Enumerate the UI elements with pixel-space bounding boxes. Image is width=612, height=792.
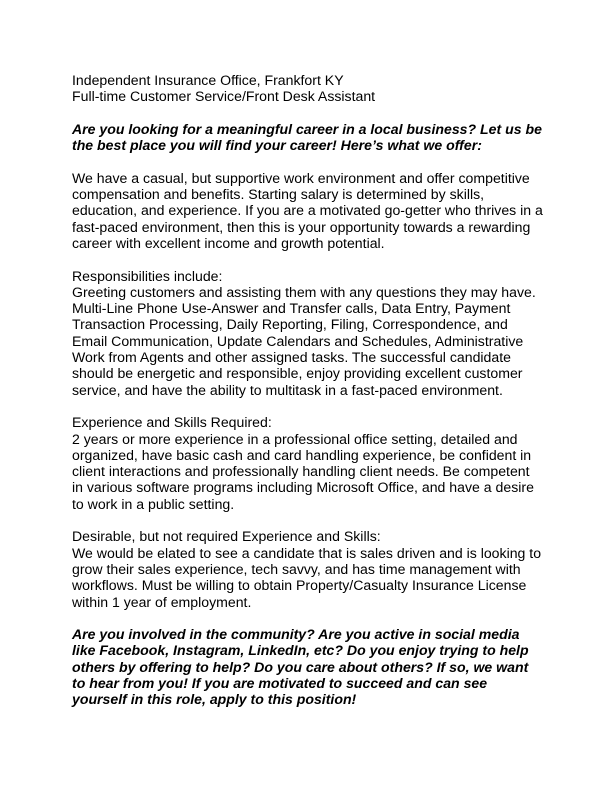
required-skills-section — [72, 414, 548, 512]
responsibilities-line: Multi-Line Phone Use-Answer and Transfer calls, Data Entry, Payment — [72, 300, 511, 317]
required-skills-line: organized, have basic cash and card handling experience, be confident in — [72, 446, 532, 463]
offer-line: education, and experience. If you are a motivated go-getter who thrives in a — [72, 202, 543, 219]
desirable-skills-line: workflows. Must be willing to obtain Property/Casualty Insurance License — [72, 577, 527, 594]
intro-line: the best place you will find your career! Here’s what we offer: — [72, 137, 482, 154]
closing-line: to hear from you! If you are motivated to succeed and can see — [72, 674, 488, 691]
responsibilities-line: Work from Agents and other assigned tasks. The successful candidate — [72, 349, 511, 366]
offer-line: compensation and benefits. Starting salary is determined by skills, — [72, 186, 485, 203]
closing-line: like Facebook, Instagram, LinkedIn, etc? Do you enjoy trying to help — [72, 642, 529, 659]
required-skills-heading: Experience and Skills Required: — [72, 414, 272, 431]
closing-line: others by offering to help? Do you care about others? If so, we want — [72, 658, 529, 675]
desirable-skills-line: grow their sales experience, tech savvy, and has time management with — [72, 560, 521, 577]
responsibilities-line: Transaction Processing, Daily Reporting, Filing, Correspondence, and — [72, 316, 508, 333]
spacer — [72, 512, 548, 528]
intro-line: Are you looking for a meaningful career in a local business? Let us be — [72, 120, 542, 137]
desirable-skills-heading: Desirable, but not required Experience and Skills: — [72, 528, 381, 545]
offer-line: We have a casual, but supportive work environment and offer competitive — [72, 169, 530, 186]
spacer — [72, 153, 548, 169]
job-posting-page — [72, 72, 548, 708]
required-skills-line: client interactions and professionally handling client needs. Be competent — [72, 463, 530, 480]
job-title: Full-time Customer Service/Front Desk Assistant — [72, 88, 376, 105]
closing-line: yourself in this role, apply to this position! — [72, 691, 357, 708]
closing-line: Are you involved in the community? Are you active in social media — [72, 626, 520, 643]
closing-paragraph — [72, 626, 548, 707]
required-skills-line: 2 years or more experience in a professional office setting, detailed and — [72, 430, 518, 447]
offer-line: career with excellent income and growth potential. — [72, 234, 385, 251]
office-name: Independent Insurance Office, Frankfort KY — [72, 72, 344, 88]
required-skills-line: in various software programs including Microsoft Office, and have a desire — [72, 479, 534, 496]
intro-paragraph — [72, 121, 548, 154]
header-block — [72, 72, 548, 105]
responsibilities-line: should be energetic and responsible, enjoy providing excellent customer — [72, 365, 523, 382]
offer-paragraph — [72, 170, 548, 251]
required-skills-line: to work in a public setting. — [72, 495, 235, 512]
responsibilities-line: Email Communication, Update Calendars and Schedules, Administrative — [72, 332, 524, 349]
desirable-skills-line: We would be elated to see a candidate that is sales driven and is looking to — [72, 544, 542, 561]
responsibilities-line: service, and have the ability to multitask in a fast-paced environment. — [72, 381, 503, 398]
desirable-skills-line: within 1 year of employment. — [72, 593, 252, 610]
spacer — [72, 398, 548, 414]
spacer — [72, 105, 548, 121]
responsibilities-heading: Responsibilities include: — [72, 267, 223, 284]
desirable-skills-section — [72, 528, 548, 609]
spacer — [72, 610, 548, 626]
offer-line: fast-paced environment, then this is your opportunity towards a rewarding — [72, 218, 531, 235]
spacer — [72, 251, 548, 267]
responsibilities-line: Greeting customers and assisting them with any questions they may have. — [72, 283, 536, 300]
responsibilities-section — [72, 268, 548, 398]
